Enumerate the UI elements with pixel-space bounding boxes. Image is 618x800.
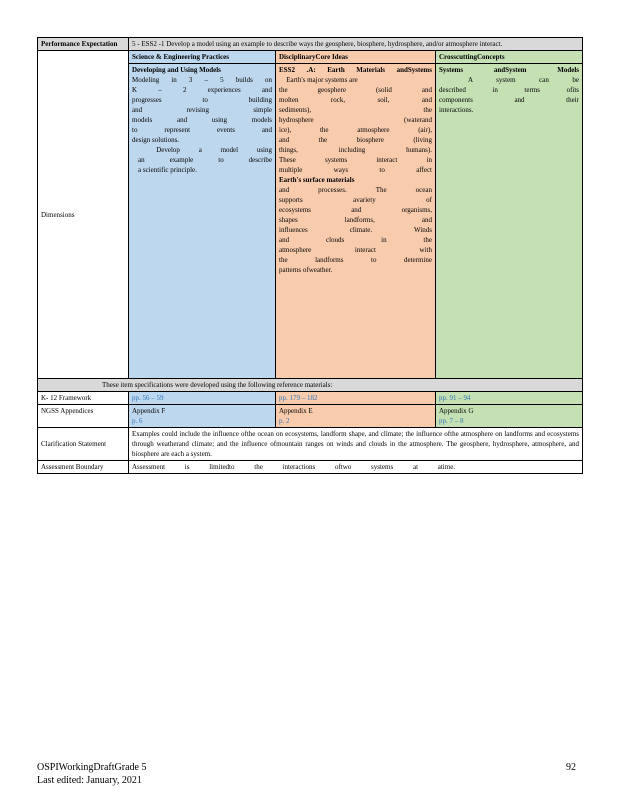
ccc-cell (436, 64, 583, 379)
assessment-boundary-row (38, 461, 583, 474)
assessment-boundary-text: Assessment is limitedto the interactions oftwo systems at atime. (129, 461, 583, 474)
dci-line: These systems interact in (279, 156, 432, 164)
dci-line: sediments), the (279, 106, 432, 114)
dimensions-header-row (38, 51, 583, 64)
dci-title: ESS2 .A: Earth Materials andSystems (279, 66, 432, 74)
framework-sep-cell (129, 392, 276, 405)
ccc-line: components and their (439, 96, 580, 104)
dci-line: and processes. The ocean (279, 186, 432, 194)
dci-line: supports avariety of (279, 196, 432, 204)
dci-line: hydrosphere (waterand (279, 116, 432, 124)
framework-label: K- 12 Framework (38, 392, 129, 405)
sep-title: Developing and Using Models (132, 66, 221, 74)
sep-line: a scientific principle. (138, 166, 197, 174)
dci-line: ice), the atmosphere (air), (279, 126, 432, 134)
ccc-title: Systems andSystem Models (439, 66, 580, 74)
ngss-ccc-cell (436, 405, 583, 428)
ngss-sep-page-link[interactable]: p. 6 (132, 417, 143, 425)
performance-expectation-row (38, 38, 583, 51)
reference-note: These item specifications were developed using the following reference materials: (38, 379, 583, 392)
ngss-dci-page-link[interactable]: p. 2 (279, 417, 290, 425)
clarification-text: Examples could include the influence ofthe ocean on ecosystems, landform shape, and climate; the influence ofthe atmosphere on landforms and ecosystems through weatherand climate; and the influence ofmountain ranges on winds and clouds in the atmosphere. The geosphere, hydrosphere, atmosphere, and biosphere are each a system. (129, 428, 583, 461)
sep-line: models and using models (132, 116, 272, 124)
pe-label: Performance Expectation (38, 38, 129, 51)
framework-row (38, 392, 583, 405)
dci-line: the landforms to determine (279, 256, 432, 264)
framework-dci-link[interactable]: pp. 179 – 182 (279, 394, 318, 402)
dci-line: multiple ways to affect (279, 166, 432, 174)
ngss-ccc-page-link[interactable]: pp. 7 – 8 (439, 417, 464, 425)
framework-ccc-cell (436, 392, 583, 405)
sep-line: an example to describe (138, 156, 272, 164)
framework-sep-link[interactable]: pp. 56 – 59 (132, 394, 164, 402)
footer-title: OSPIWorkingDraftGrade 5 (37, 762, 147, 773)
sep-line: Modeling in 3 – 5 builds on (132, 76, 272, 84)
ngss-row (38, 405, 583, 428)
clarification-row (38, 428, 583, 461)
ngss-label: NGSS Appendices (38, 405, 129, 428)
ngss-dci-appendix: Appendix E (279, 407, 313, 415)
sep-line: K – 2 experiences and (132, 86, 272, 94)
framework-ccc-link[interactable]: pp. 91 – 94 (439, 394, 471, 402)
dci-line: molten rock, soil, and (279, 96, 432, 104)
dci-line: things, including humans). (279, 146, 432, 154)
dci-line: and the biosphere (living (279, 136, 432, 144)
ngss-sep-cell (129, 405, 276, 428)
ngss-ccc-appendix: Appendix G (439, 407, 474, 415)
dci-header: DisciplinaryCore Ideas (276, 51, 436, 64)
dci-bullet: Earth's major systems are (279, 76, 351, 84)
dci-line: atmosphere interact with (279, 246, 432, 254)
ngss-dci-cell (276, 405, 436, 428)
sep-line: progresses to building (132, 96, 272, 104)
dci-line: influences climate. Winds (279, 226, 432, 234)
sep-line: design solutions. (132, 136, 180, 144)
sep-line: to represent events and (132, 126, 272, 134)
sep-cell (129, 64, 276, 379)
dci-bold-line: Earth's surface materials (279, 176, 355, 184)
dci-line: shapes landforms, and (279, 216, 432, 224)
reference-note-row (38, 379, 583, 392)
sep-header: Science & Engineering Practices (129, 51, 276, 64)
dci-line: the geosphere (solid and (279, 86, 432, 94)
page-number: 92 (566, 762, 576, 773)
ccc-header: CrosscuttingConcepts (436, 51, 583, 64)
framework-dci-cell (276, 392, 436, 405)
clarification-label: Clarification Statement (38, 428, 129, 461)
dci-line: ecosystems and organisms, (279, 206, 432, 214)
assessment-boundary-label: Assessment Boundary (38, 461, 129, 474)
ccc-line: described in terms ofits (439, 86, 580, 94)
sep-line: Develop a model using (132, 146, 272, 154)
item-specification-table (37, 37, 583, 474)
ccc-line: interactions. (439, 106, 474, 114)
dimensions-label: Dimensions (38, 51, 129, 379)
ngss-sep-appendix: Appendix F (132, 407, 166, 415)
dci-line: and clouds in the (279, 236, 432, 244)
sep-line: and revising simple (132, 106, 272, 114)
dci-line: patterns ofweather. (279, 266, 333, 274)
ccc-line: A system can be (439, 76, 580, 84)
footer-last-edited: Last edited: January, 2021 (37, 775, 142, 786)
dci-cell (276, 64, 436, 379)
pe-text: 5 - ESS2 -1 Develop a model using an example to describe ways the geosphere, biosphere, hydrosphere, and/or atmosphere interact. (129, 38, 583, 51)
